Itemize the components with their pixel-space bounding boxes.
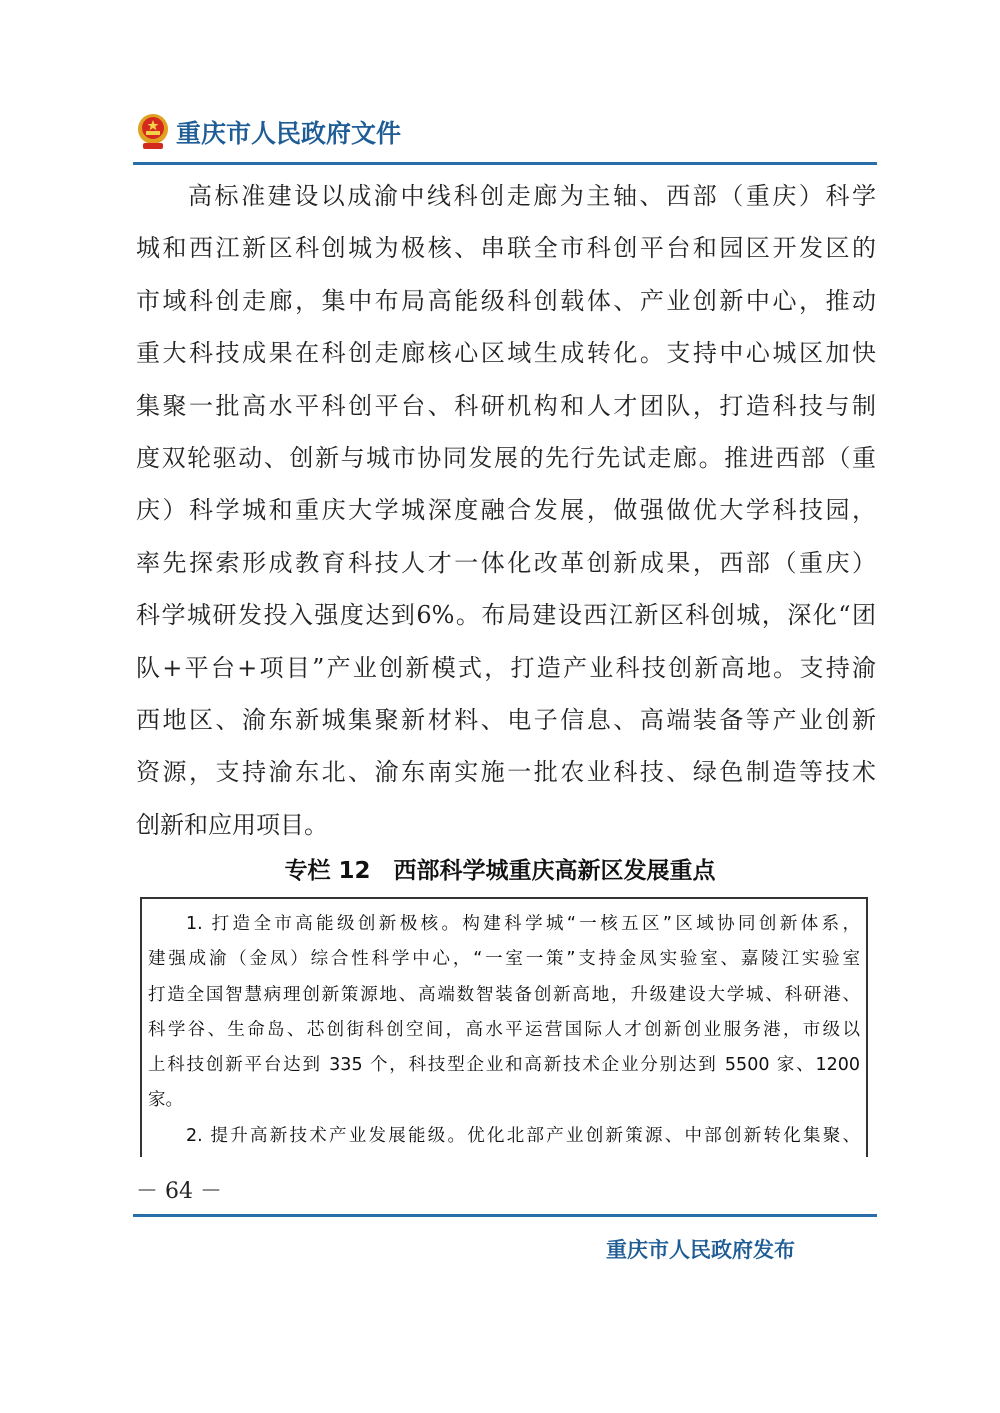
body-line: 资源，支持渝东北、渝东南实施一批农业科技、绿色制造等技术 [136,758,876,787]
body-line: 率先探索形成教育科技人才一体化改革创新成果，西部（重庆） [136,548,876,577]
body-text [136,170,876,851]
body-line: 集聚一批高水平科创平台、科研机构和人才团队，打造科技与制 [136,391,876,420]
column-line: 上科技创新平台达到 335 个，科技型企业和高新技术企业分别达到 5500 家、1200 [148,1055,860,1076]
body-line: 科学城研发投入强度达到6%。布局建设西江新区科创城，深化“团 [136,601,876,630]
column-line: 打造全国智慧病理创新策源地、高端数智装备创新高地，升级建设大学城、科研港、 [148,984,860,1005]
page-number: － 64 － [136,1179,222,1204]
column-line: 建强成渝（金凤）综合性科学中心，“一室一策”支持金凤实验室、嘉陵江实验室 [148,949,860,970]
header-title: 重庆市人民政府文件 [176,119,402,148]
column-line: 科学谷、生命岛、芯创街科创空间，高水平运营国际人才创新创业服务港，市级以 [148,1019,860,1040]
body-line: 市域科创走廊，集中布局高能级科创载体、产业创新中心，推动 [136,286,876,315]
body-line: 高标准建设以成渝中线科创走廊为主轴、西部（重庆）科学 [188,182,876,210]
national-emblem-icon [136,113,170,151]
body-line: 西地区、渝东新城集聚新材料、电子信息、高端装备等产业创新 [136,705,876,734]
footer-rule [133,1214,877,1217]
column-line: 2. 提升高新技术产业发展能级。优化北部产业创新策源、中部创新转化集聚、 [186,1125,860,1146]
header [136,112,401,152]
column-line: 1. 打造全市高能级创新极核。构建科学城“一核五区”区域协同创新体系， [186,914,860,934]
body-line: 队+平台+项目”产业创新模式，打造产业科技创新高地。支持渝 [136,653,876,682]
column-title: 专栏 12 西部科学城重庆高新区发展重点 [284,858,716,884]
column-line: 家。 [148,1090,183,1111]
column-box [140,897,868,1157]
body-line: 创新和应用项目。 [136,810,328,839]
body-line: 庆）科学城和重庆大学城深度融合发展，做强做优大学科技园， [136,496,876,525]
header-rule [133,162,877,165]
footer-publisher: 重庆市人民政府发布 [606,1238,795,1262]
body-line: 重大科技成果在科创走廊核心区域生成转化。支持中心城区加快 [136,339,876,368]
body-line: 度双轮驱动、创新与城市协同发展的先行先试走廊。推进西部（重 [136,443,876,472]
body-line: 城和西江新区科创城为极核、串联全市科创平台和园区开发区的 [136,234,876,263]
